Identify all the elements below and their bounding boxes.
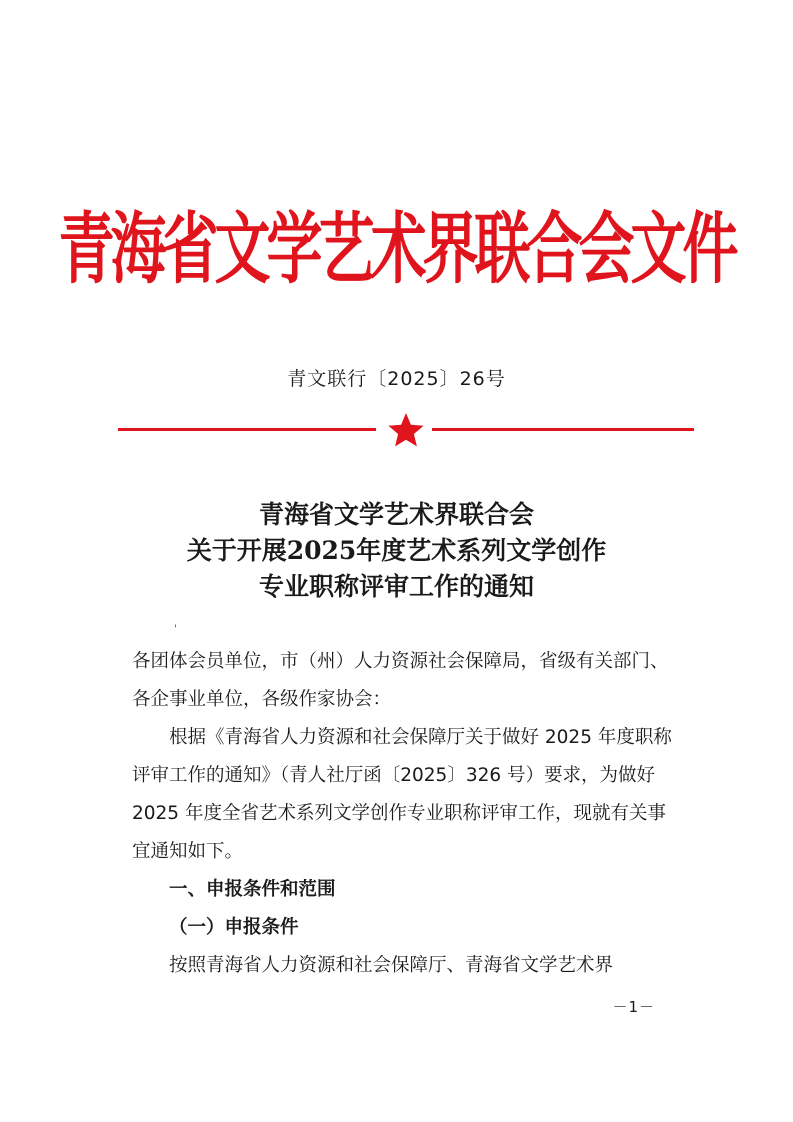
subsection-heading-1: （一）申报条件 (169, 917, 299, 938)
divider-line-left (118, 428, 376, 431)
title-line-1: 青海省文学艺术界联合会 (258, 500, 534, 529)
stray-mark: ' (174, 624, 177, 635)
document-title (0, 497, 793, 605)
divider-line-right (432, 428, 694, 431)
red-divider-with-star (118, 413, 694, 453)
section-heading-1: 一、申报条件和范围 (169, 879, 336, 900)
paragraph-2: 按照青海省人力资源和社会保障厅、青海省文学艺术界 (169, 955, 614, 976)
title-line-2: 关于开展2025年度艺术系列文学创作 (186, 536, 607, 565)
document-body (132, 643, 672, 985)
title-line-3: 专业职称评审工作的通知 (258, 572, 534, 601)
star-icon (388, 413, 423, 446)
page-number: －1－ (612, 998, 655, 1016)
paragraph-1: 根据《青海省人力资源和社会保障厅关于做好 2025 年度职称评审工作的通知》（青人社厅函〔2025〕326 号）要求，为做好 2025 年度全省艺术系列文学创作专业职称评审工作，现就有关事宜通知如下。 (132, 727, 672, 862)
issuer-header-title: 青海省文学艺术界联合会文件 (58, 203, 735, 295)
salutation: 各团体会员单位，市（州）人力资源社会保障局，省级有关部门、各企事业单位，各级作家协会： (132, 651, 669, 710)
document-number: 青文联行〔2025〕26号 (287, 368, 506, 390)
